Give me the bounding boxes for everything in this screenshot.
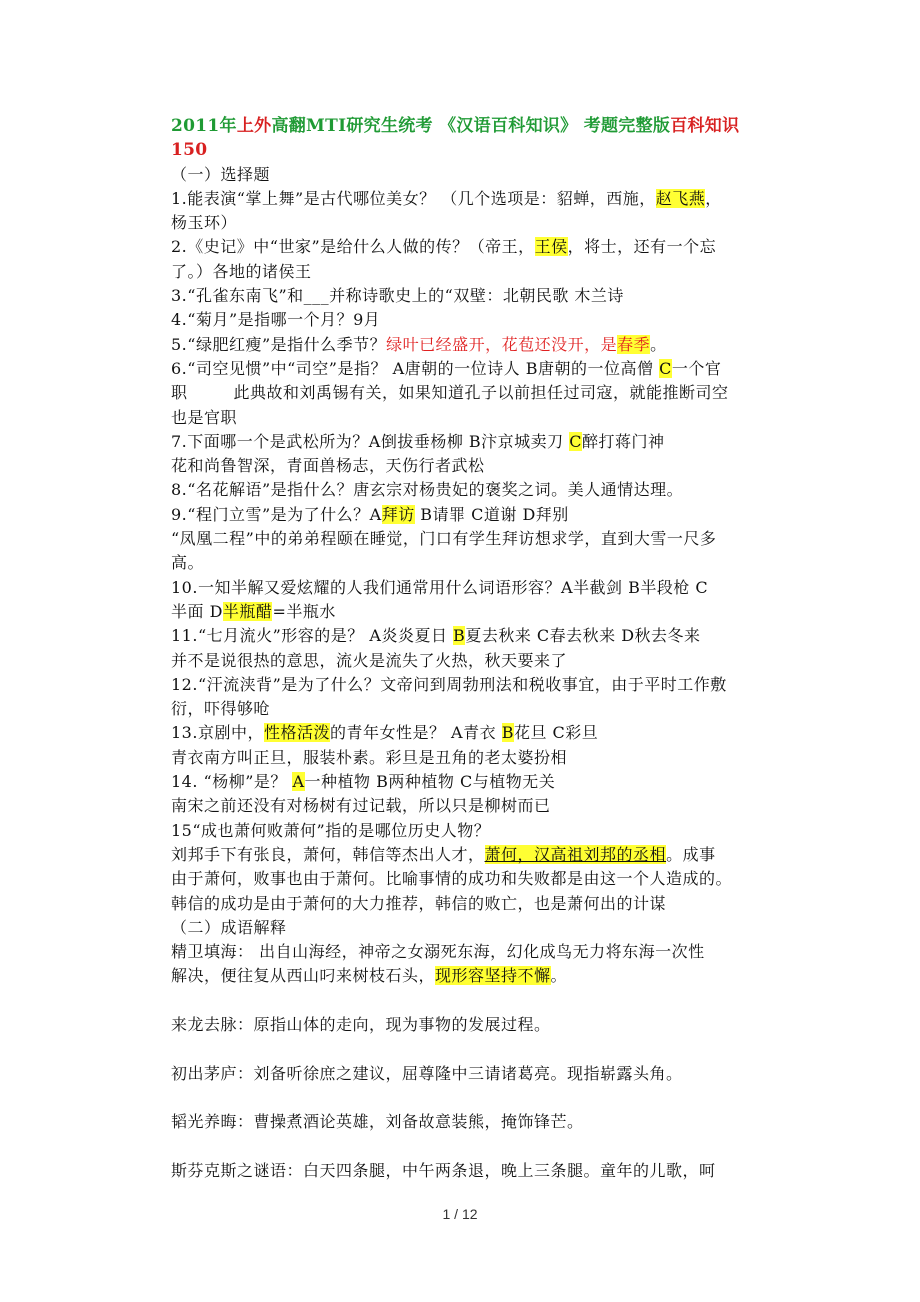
idiom-jingwei: 精卫填海： 出自山海经，神帝之女溺死东海，幻化成鸟无力将东海一次性	[171, 942, 705, 962]
title-part: 150	[171, 140, 208, 161]
page-number: 1 / 12	[442, 1206, 478, 1222]
question-15-cont: 由于萧何，败事也由于萧何。比喻事情的成功和失败都是由这一个人造成的。	[171, 869, 733, 889]
question-4: 4.“菊月”是指哪一个月？9月	[171, 310, 381, 330]
title-part: 上外	[236, 116, 272, 136]
question-11-cont: 并不是说很热的意思，流火是流失了火热，秋天要来了	[171, 650, 568, 670]
answer-highlight: 现形容坚持不懈	[435, 966, 551, 986]
question-7-cont: 花和尚鲁智深，青面兽杨志，天伤行者武松	[171, 456, 485, 476]
question-5: 5.“绿肥红瘦”是指什么季节？绿叶已经盛开，花苞还没开，是春季。	[171, 334, 667, 354]
idiom-chuchu: 初出茅庐：刘备听徐庶之建议，屈尊隆中三请诸葛亮。现指崭露头角。	[171, 1063, 683, 1083]
answer-highlight: 性格活泼	[263, 723, 330, 743]
document-title-line2	[171, 138, 791, 162]
answer-highlight: C	[659, 358, 672, 378]
question-3: 3.“孔雀东南飞”和___并称诗歌史上的“双壁：北朝民歌 木兰诗	[171, 286, 624, 306]
question-2: 2.《史记》中“世家”是给什么人做的传？（帝王，王侯，将士，还有一个忘	[171, 237, 717, 257]
answer-highlight: A	[292, 772, 305, 792]
answer-highlight: 半瓶醋	[222, 601, 273, 621]
question-6-cont: 职 此典故和刘禹锡有关，如果知道孔子以前担任过司寇，就能推断司空	[171, 383, 729, 403]
answer-highlight: 的丞相	[616, 844, 667, 864]
question-8: 8.“名花解语”是指什么？唐玄宗对杨贵妃的褒奖之词。美人通情达理。	[171, 480, 684, 500]
question-12-cont: 衍，吓得够呛	[171, 699, 271, 719]
question-14: 14. “杨柳”是？ A一种植物 B两种植物 C与植物无关	[171, 772, 556, 792]
question-12: 12.“汗流浃背”是为了什么？文帝问到周勃刑法和税收事宜，由于平时工作敷	[171, 674, 727, 694]
blank: ___	[303, 286, 330, 306]
question-7: 7.下面哪一个是武松所为？A倒拔垂杨柳 B汴京城卖刀 C醉打蒋门神	[171, 431, 665, 451]
title-part: 2011年	[171, 116, 237, 136]
document-body	[171, 114, 791, 1183]
title-part: 高翻MTI研究生统考 《汉语百科知识》 考题完整版	[271, 116, 671, 136]
answer-highlight: B	[501, 723, 514, 743]
answer-highlight: C	[569, 431, 583, 451]
question-9: 9.“程门立雪”是为了什么？A拜访 B请罪 C道谢 D拜别	[171, 504, 569, 524]
question-13: 13.京剧中，性格活泼的青年女性是？ A青衣 B花旦 C彩旦	[171, 723, 599, 743]
idiom-sphinx: 斯芬克斯之谜语：白天四条腿，中午两条退，晚上三条腿。童年的儿歌，呵	[171, 1160, 716, 1180]
question-13-cont: 青衣南方叫正旦，服装朴素。彩旦是丑角的老太婆扮相	[171, 747, 568, 767]
question-14-cont: 南宋之前还没有对杨树有过记载，所以只是柳树而已	[171, 796, 551, 816]
question-9-cont: “凤凰二程”中的弟弟程颐在睡觉，门口有学生拜访想求学，直到大雪一尺多	[171, 529, 717, 549]
title-part: 百科知识	[670, 116, 740, 136]
answer-highlight: B	[453, 626, 466, 646]
section-heading: （一）选择题	[171, 164, 271, 184]
question-6-cont: 也是官职	[171, 407, 238, 427]
idiom-jingwei-cont: 解决，便往复从西山叼来树枝石头，现形容坚持不懈。	[171, 966, 568, 986]
idiom-taoguang: 韬光养晦：曹操煮酒论英雄，刘备故意装熊，掩饰锋芒。	[171, 1112, 584, 1132]
question-15-cont: 韩信的成功是由于萧何的大力推荐，韩信的败亡，也是萧何出的计谋	[171, 893, 667, 913]
answer-highlight: 汉高祖刘邦	[534, 844, 617, 864]
answer-highlight: 王侯	[534, 237, 568, 257]
question-10: 10.一知半解又爱炫耀的人我们通常用什么词语形容？A半截剑 B半段枪 C	[171, 577, 709, 597]
question-10-cont: 半面 D半瓶醋=半瓶水	[171, 601, 336, 621]
question-11: 11.“七月流火”形容的是？ A炎炎夏日 B夏去秋来 C春去秋来 D秋去冬来	[171, 626, 701, 646]
answer-highlight: 春季	[617, 334, 651, 354]
answer-highlight: 萧何，	[484, 844, 535, 864]
question-15-cont: 刘邦手下有张良，萧何，韩信等杰出人才，萧何，汉高祖刘邦的丞相。成事	[171, 844, 716, 864]
idiom-lailong: 来龙去脉：原指山体的走向，现为事物的发展过程。	[171, 1014, 551, 1034]
question-2-cont: 了。）各地的诸侯王	[171, 261, 312, 281]
answer-highlight: 拜访	[381, 504, 415, 524]
question-1-cont: 杨玉环）	[171, 213, 238, 233]
question-9-cont: 高。	[171, 553, 205, 573]
answer-highlight: 赵飞燕	[655, 188, 706, 208]
document-title	[171, 114, 791, 138]
question-6: 6.“司空见惯”中“司空”是指？ A唐朝的一位诗人 B唐朝的一位高僧 C一个官	[171, 358, 722, 378]
question-1: 1.能表演“掌上舞”是古代哪位美女？ （几个选项是：貂蝉，西施，赵飞燕，	[171, 188, 722, 208]
question-15: 15“成也萧何败萧何”指的是哪位历史人物？	[171, 820, 491, 840]
section-heading: （二）成语解释	[171, 917, 287, 937]
